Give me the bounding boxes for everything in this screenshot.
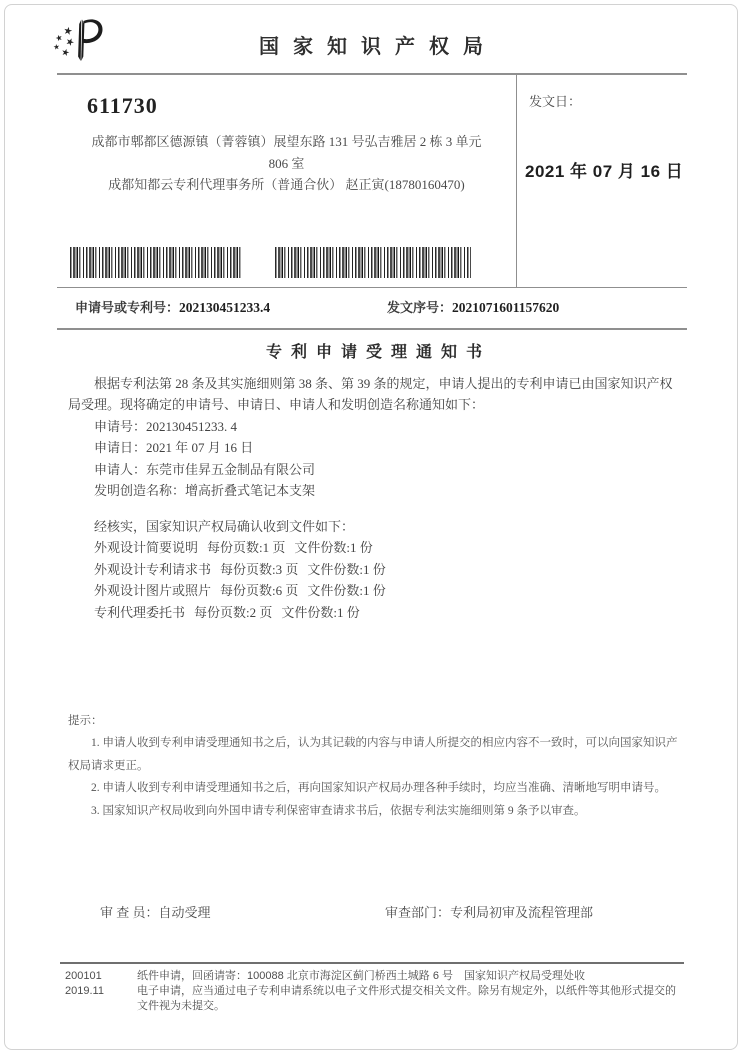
serial-number-value: 2021071601157620 xyxy=(452,300,560,315)
application-number-label: 申请号或专利号： xyxy=(75,300,180,315)
tip-item-2: 2. 申请人收到专利申请受理通知书之后，再向国家知识产权局办理各种手续时，均应当准确、清晰地写明申请号。 xyxy=(91,782,666,795)
footer-notes xyxy=(137,969,684,1014)
issue-date-value: 2021 年 07 月 16 日 xyxy=(525,162,684,181)
reference-row xyxy=(57,286,687,330)
received-doc: 外观设计简要说明 每份页数:1 页 文件份数:1 份 xyxy=(94,540,373,555)
tip-item-1: 1. 申请人收到专利申请受理通知书之后，认为其记载的内容与申请人所提交的相应内容不一致时，可以向国家知识产权局请求更正。 xyxy=(68,737,678,772)
barcode-application xyxy=(70,247,242,278)
tips-section xyxy=(68,710,682,822)
org-title: 国家知识产权局 xyxy=(259,36,497,58)
field-application-date: 申请日：2021 年 07 月 16 日 xyxy=(94,440,254,455)
postal-code: 611730 xyxy=(87,93,158,118)
recipient-block xyxy=(57,75,516,287)
field-application-no: 申请号：202130451233. 4 xyxy=(94,418,238,434)
examiner: 审 查 员：自动受理 xyxy=(100,905,211,920)
notice-intro: 根据专利法第 28 条及其实施细则第 38 条、第 39 条的规定，申请人提出的专利申请已由国家知识产权局受理。现将确定的申请号、申请日、申请人和发明创造名称通知如下： xyxy=(68,375,673,412)
review-department: 审查部门：专利局初审及流程管理部 xyxy=(385,905,594,920)
tips-label: 提示： xyxy=(68,715,103,727)
recipient-agency-line: 成都知都云专利代理事务所（普通合伙） 赵正寅(18780160470) xyxy=(108,177,465,192)
application-number xyxy=(75,297,270,316)
head-block xyxy=(57,73,687,288)
footer-note-paper: 纸件申请，回函请寄：100088 北京市海淀区蓟门桥西土城路 6 号 国家知识产权局受理处收 xyxy=(137,970,585,982)
application-fields xyxy=(94,416,680,502)
footer-note-electronic: 电子申请，应当通过电子专利申请系统以电子文件形式提交相关文件。除另有规定外，以纸件等其他形式提交的文件视为未提交。 xyxy=(137,985,676,1012)
footer-form-codes: 200101 2019.11 xyxy=(65,970,104,997)
received-doc: 专利代理委托书 每份页数:2 页 文件份数:1 份 xyxy=(94,604,360,620)
notice-title: 专利申请受理通知书 xyxy=(265,344,491,361)
field-applicant: 申请人：东莞市佳昇五金制品有限公司 xyxy=(94,461,316,477)
received-doc: 外观设计图片或照片 每份页数:6 页 文件份数:1 份 xyxy=(94,583,386,598)
received-doc: 外观设计专利请求书 每份页数:3 页 文件份数:1 份 xyxy=(94,561,386,577)
issue-date-label: 发文日： xyxy=(529,94,582,109)
footer xyxy=(60,962,684,1014)
serial-number xyxy=(387,297,559,316)
tip-item-3: 3. 国家知识产权局收到向外国申请专利保密审查请求书后，依据专利法实施细则第 9 条予以审查。 xyxy=(91,804,586,817)
recipient-address-line2: 806 室 xyxy=(268,156,305,171)
field-invention-title: 发明创造名称：增高折叠式笔记本支架 xyxy=(94,483,316,498)
recipient-address-line1: 成都市郫都区德源镇（菁蓉镇）展望东路 131 号弘吉雅居 2 栋 3 单元 xyxy=(91,134,482,149)
received-intro: 经核实，国家知识产权局确认收到文件如下： xyxy=(94,518,355,534)
received-doc-list xyxy=(94,537,680,623)
barcode-serial xyxy=(275,247,471,278)
notice-body xyxy=(68,338,680,623)
issue-date-box xyxy=(516,75,687,287)
application-number-value: 202130451233.4 xyxy=(179,300,271,315)
serial-number-label: 发文序号： xyxy=(387,300,453,315)
